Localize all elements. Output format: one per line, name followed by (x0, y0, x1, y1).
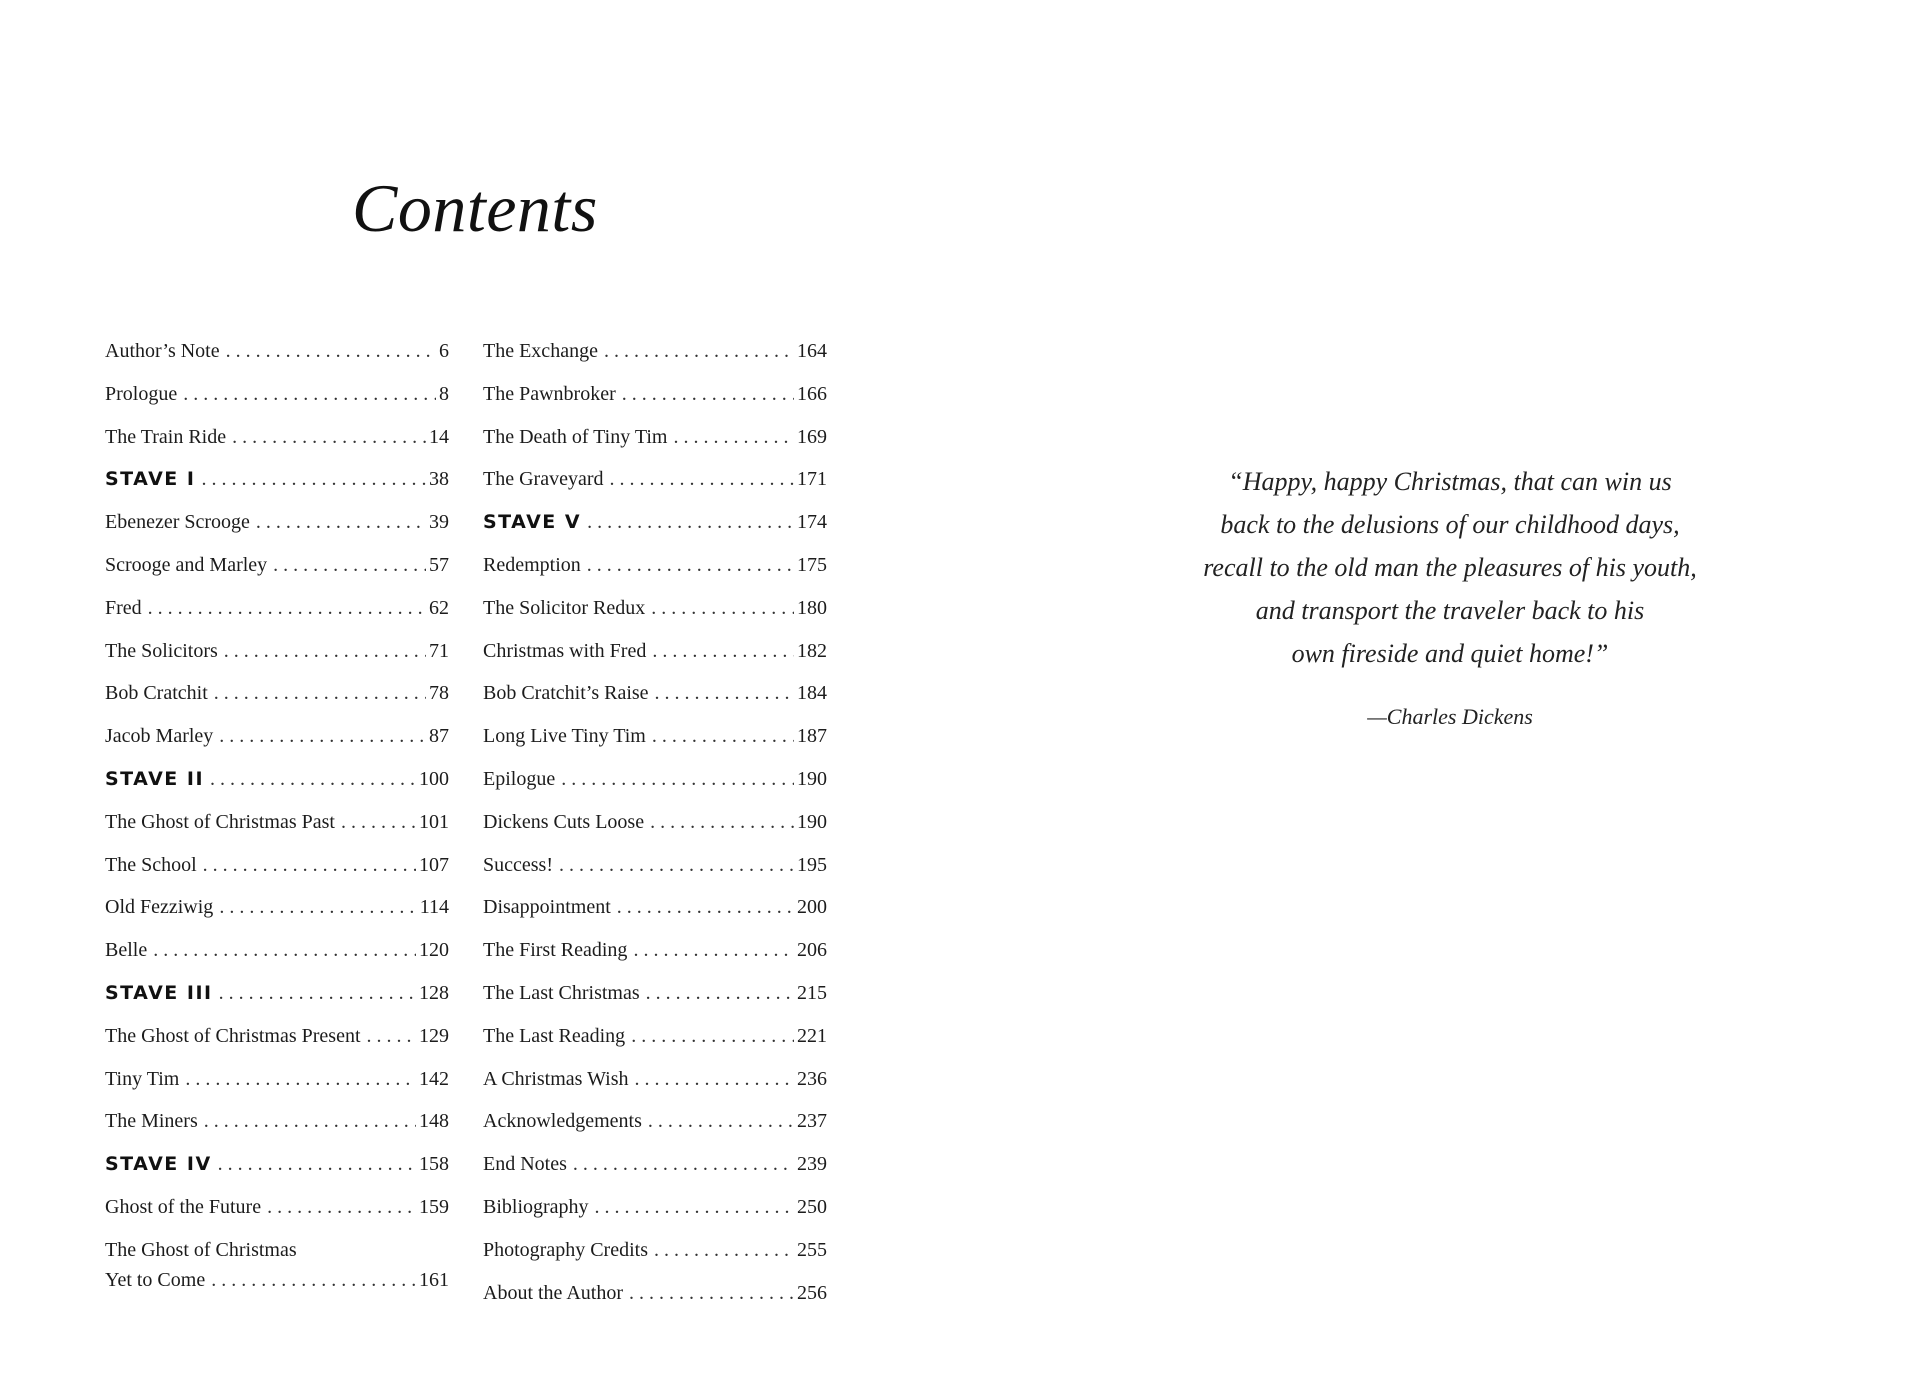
toc-page-number: 190 (797, 810, 827, 833)
toc-entry-label: The Miners (105, 1110, 198, 1133)
dot-leader (652, 721, 794, 751)
epigraph-line: recall to the old man the pleasures of his youth, (1203, 553, 1697, 582)
toc-entry-label: Bob Cratchit’s Raise (483, 682, 649, 705)
dot-leader (211, 1265, 416, 1295)
dot-leader (201, 464, 426, 494)
toc-entry (105, 636, 449, 679)
toc-entry-line2 (105, 1265, 449, 1295)
toc-page-number: 120 (419, 939, 449, 962)
toc-page-number: 8 (439, 382, 449, 405)
toc-page-number: 129 (419, 1024, 449, 1047)
dot-leader (224, 636, 426, 666)
dot-leader (673, 422, 794, 452)
dot-leader (561, 764, 794, 794)
toc-entry-label: Fred (105, 596, 142, 619)
toc-entry (483, 1021, 827, 1064)
dot-leader (219, 978, 416, 1008)
toc-entry (483, 336, 827, 379)
toc-page-number: 200 (797, 896, 827, 919)
dot-leader (633, 935, 794, 965)
toc-page-number: 221 (797, 1024, 827, 1047)
toc-page-number: 195 (797, 853, 827, 876)
epigraph-line: own fireside and quiet home!” (1291, 639, 1609, 668)
toc-entry-label: Epilogue (483, 767, 556, 790)
toc-entry-label: STAVE I (105, 468, 196, 491)
toc-entry (105, 379, 449, 422)
dot-leader (635, 1064, 794, 1094)
dot-leader (622, 379, 794, 409)
toc-page-number: 187 (797, 725, 827, 748)
toc-entry (483, 1149, 827, 1192)
toc-entry-label: Jacob Marley (105, 725, 214, 748)
toc-entry-label: STAVE IV (105, 1153, 212, 1176)
dot-leader (153, 935, 416, 965)
toc-page-number: 256 (797, 1281, 827, 1304)
toc-entry-label: The Solicitor Redux (483, 596, 646, 619)
toc-entry-label: The Solicitors (105, 639, 218, 662)
dot-leader (273, 550, 426, 580)
toc-entry-label: The Pawnbroker (483, 382, 616, 405)
toc-page-number: 171 (797, 468, 827, 491)
toc-entry (105, 892, 449, 935)
toc-entry-label: STAVE II (105, 767, 205, 790)
toc-entry-label: The Ghost of Christmas Past (105, 810, 335, 833)
toc-entry-label: Acknowledgements (483, 1110, 642, 1133)
toc-entry (105, 1106, 449, 1149)
toc-page-number: 236 (797, 1067, 827, 1090)
dot-leader (341, 807, 416, 837)
dot-leader (650, 807, 794, 837)
toc-entry-label: The School (105, 853, 197, 876)
toc-entry (483, 464, 827, 507)
toc-page-number: 182 (797, 639, 827, 662)
toc-entry-label: The First Reading (483, 939, 628, 962)
toc-entry-label: The Ghost of Christmas (105, 1238, 297, 1261)
toc-entry-label: Scrooge and Marley (105, 553, 268, 576)
toc-entry (105, 1192, 449, 1235)
toc-entry (105, 593, 449, 636)
dot-leader (218, 1149, 416, 1179)
toc-stave-entry (105, 1149, 449, 1192)
toc-page-number: 169 (797, 425, 827, 448)
toc-page-number: 184 (797, 682, 827, 705)
toc-entry (483, 550, 827, 593)
toc-entry-label: The Death of Tiny Tim (483, 425, 668, 448)
toc-page-number: 101 (419, 810, 449, 833)
toc-entry (483, 379, 827, 422)
toc-page-number: 39 (429, 511, 449, 534)
dot-leader (648, 1106, 794, 1136)
toc-entry (105, 507, 449, 550)
toc-page-number: 206 (797, 939, 827, 962)
toc-entry (483, 978, 827, 1021)
dot-leader (595, 1192, 794, 1222)
toc-entry-label: Long Live Tiny Tim (483, 725, 646, 748)
dot-leader (256, 507, 426, 537)
toc-entry-label: Prologue (105, 382, 178, 405)
dot-leader (219, 892, 416, 922)
toc-page-number: 174 (797, 511, 827, 534)
toc-page-number: 239 (797, 1153, 827, 1176)
toc-entry (483, 935, 827, 978)
toc-entry-label: The Train Ride (105, 425, 227, 448)
toc-page-number: 250 (797, 1195, 827, 1218)
toc-page-number: 71 (429, 639, 449, 662)
epigraph-quote (1145, 460, 1755, 675)
toc-entry-label: The Graveyard (483, 468, 604, 491)
dot-leader (610, 464, 795, 494)
toc-entry-label-continued: Yet to Come (105, 1268, 206, 1291)
dot-leader (267, 1192, 416, 1222)
toc-page-number: 14 (429, 425, 449, 448)
toc-entry (105, 935, 449, 978)
toc-page-number: 255 (797, 1238, 827, 1261)
toc-entry (483, 678, 827, 721)
toc-entry-label: Photography Credits (483, 1238, 648, 1261)
toc-entry-label: Bob Cratchit (105, 682, 208, 705)
toc-page-number: 190 (797, 767, 827, 790)
toc-entry (105, 550, 449, 593)
toc-entry (105, 721, 449, 764)
toc-entry (483, 1192, 827, 1235)
dot-leader (587, 507, 794, 537)
dot-leader (219, 721, 426, 751)
toc-entry-label: Author’s Note (105, 340, 220, 362)
toc-entry-label: A Christmas Wish (483, 1067, 629, 1090)
toc-entry-label: About the Author (483, 1281, 623, 1304)
epigraph-line: “Happy, happy Christmas, that can win us (1228, 467, 1672, 496)
dot-leader (148, 593, 426, 623)
dot-leader (604, 336, 794, 366)
epigraph-line: back to the delusions of our childhood days, (1220, 510, 1680, 539)
toc-page-number: 128 (419, 981, 449, 1004)
dot-leader (210, 764, 416, 794)
toc-entry (105, 1064, 449, 1107)
dot-leader (617, 892, 794, 922)
dot-leader (655, 678, 794, 708)
toc-stave-entry (105, 978, 449, 1021)
dot-leader (646, 978, 794, 1008)
toc-page-number: 38 (429, 468, 449, 491)
toc-entry (483, 1235, 827, 1278)
toc-entry-label: The Ghost of Christmas Present (105, 1024, 361, 1047)
dot-leader (587, 550, 794, 580)
toc-page-number: 142 (419, 1067, 449, 1090)
toc-page-number: 166 (797, 382, 827, 405)
toc-entry-label: Ebenezer Scrooge (105, 511, 250, 534)
toc-stave-entry (105, 464, 449, 507)
toc-stave-entry (483, 507, 827, 550)
dot-leader (226, 336, 436, 366)
dot-leader (204, 1106, 416, 1136)
dot-leader (367, 1021, 416, 1051)
toc-page-number: 114 (419, 896, 449, 919)
toc-page-number: 180 (797, 596, 827, 619)
toc-page-number: 78 (429, 682, 449, 705)
toc-entry (483, 593, 827, 636)
toc-entry-label: Dickens Cuts Loose (483, 810, 645, 833)
toc-page-number: 175 (797, 553, 827, 576)
toc-entry-label: End Notes (483, 1153, 567, 1176)
toc-page-number: 100 (419, 767, 449, 790)
toc-page-number: 6 (439, 340, 449, 362)
toc-stave-entry (105, 764, 449, 807)
dot-leader (629, 1278, 794, 1308)
dot-leader (654, 1235, 794, 1265)
epigraph-attribution: —Charles Dickens (1367, 704, 1533, 729)
toc-entry (483, 850, 827, 893)
epigraph-line: and transport the traveler back to his (1255, 596, 1645, 625)
toc-entry (483, 764, 827, 807)
toc-entry-label: Disappointment (483, 896, 611, 919)
toc-entry-label: Old Fezziwig (105, 896, 214, 919)
toc-page-number: 87 (429, 725, 449, 748)
toc-entry (483, 807, 827, 850)
toc-page-number: 161 (419, 1268, 449, 1291)
toc-column-right (483, 336, 827, 1320)
toc-entry (483, 721, 827, 764)
toc-entry-label: Bibliography (483, 1195, 589, 1218)
toc-entry-label: Christmas with Fred (483, 639, 647, 662)
toc-entry-label: Ghost of the Future (105, 1195, 262, 1218)
toc-entry (483, 422, 827, 465)
toc-page-number: 237 (797, 1110, 827, 1133)
toc-entry (105, 850, 449, 893)
toc-entry-label: The Exchange (483, 340, 598, 362)
toc-entry-label: Redemption (483, 553, 581, 576)
toc-page-number: 57 (429, 553, 449, 576)
dot-leader (652, 636, 794, 666)
dot-leader (214, 678, 426, 708)
toc-page-number: 164 (797, 340, 827, 362)
toc-entry (105, 1235, 449, 1297)
dot-leader (559, 850, 794, 880)
dot-leader (232, 422, 426, 452)
toc-page-number: 62 (429, 596, 449, 619)
toc-entry (483, 1278, 827, 1321)
dot-leader (203, 850, 416, 880)
page-title: Contents (352, 170, 598, 246)
toc-page-number: 158 (419, 1153, 449, 1176)
dot-leader (651, 593, 794, 623)
toc-page-number: 215 (797, 981, 827, 1004)
toc-page-number: 107 (419, 853, 449, 876)
toc-entry-label: STAVE III (105, 981, 213, 1004)
dot-leader (631, 1021, 794, 1051)
toc-entry-label: Success! (483, 853, 553, 876)
dot-leader (185, 1064, 416, 1094)
toc-entry (483, 1106, 827, 1149)
toc-entry (105, 807, 449, 850)
toc-entry (483, 892, 827, 935)
toc-entry-label: The Last Reading (483, 1024, 626, 1047)
toc-entry (105, 1021, 449, 1064)
toc-page-number: 148 (419, 1110, 449, 1133)
toc-entry (105, 336, 449, 379)
toc-page-number: 159 (419, 1195, 449, 1218)
toc-entry-label: The Last Christmas (483, 981, 640, 1004)
toc-entry-label: Tiny Tim (105, 1067, 180, 1090)
dot-leader (183, 379, 436, 409)
toc-entry-label: Belle (105, 939, 148, 962)
toc-column-left (105, 336, 449, 1297)
dot-leader (573, 1149, 794, 1179)
toc-entry (483, 636, 827, 679)
toc-entry-label: STAVE V (483, 511, 582, 534)
toc-entry (105, 422, 449, 465)
toc-entry (483, 1064, 827, 1107)
toc-entry (105, 678, 449, 721)
